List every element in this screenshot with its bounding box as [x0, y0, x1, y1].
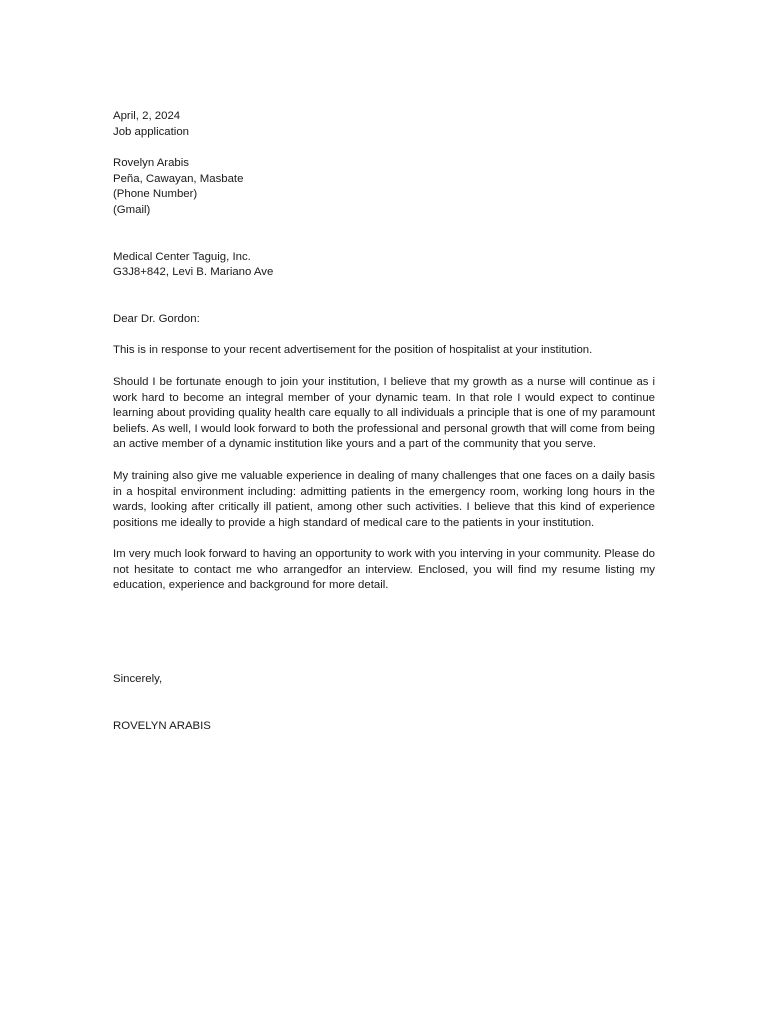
sender-email: (Gmail) [113, 203, 151, 216]
sender-address: Peña, Cawayan, Masbate [113, 172, 244, 185]
spacer [113, 531, 655, 547]
recipient-block [113, 250, 655, 281]
letter-subject: Job application [113, 125, 189, 138]
signature: ROVELYN ARABIS [113, 719, 211, 732]
spacer [113, 281, 655, 312]
letter-body [113, 109, 655, 734]
sender-name: Rovelyn Arabis [113, 157, 189, 170]
letter-header [113, 109, 655, 140]
spacer [113, 219, 655, 250]
spacer [113, 359, 655, 375]
recipient-organization: Medical Center Taguig, Inc. [113, 250, 251, 263]
letter-date: April, 2, 2024 [113, 110, 181, 122]
paragraph-training: My training also give me valuable experience in dealing of many challenges that one faces on a daily basis in a hospital environment including: admitting patients in the emergency room, working long hours in the wards, looking after critically ill patient, among other such activities. I believe that this kind of experience positions me ideally to provide a high standard of medical care to the patients in your institution. [113, 469, 655, 529]
spacer [113, 594, 655, 672]
paragraph-growth: Should I be fortunate enough to join your institution, I believe that my growth as a nurse will continue as i work hard to become an integral member of your dynamic team. In that role I would expect to continue learning about providing quality health care equally to all individuals a principle that is one of my paramount beliefs. As well, I would look forward to both the professional and personal growth that will come from being an active member of a dynamic institution like yours and a part of the community that you serve. [113, 375, 655, 451]
closing: Sincerely, [113, 673, 163, 686]
salutation: Dear Dr. Gordon: [113, 312, 200, 325]
paragraph-intro: This is in response to your recent advertisement for the position of hospitalist at your institution. [113, 344, 593, 357]
spacer [113, 327, 655, 343]
spacer [113, 140, 655, 156]
paragraph-closing-request: Im very much look forward to having an opportunity to work with you interving in your community. Please do not hesitate to contact me who arrangedfor an interview. Enclosed, you will find my resume listing my education, experience and background for more detail. [113, 548, 655, 592]
recipient-address: G3J8+842, Levi B. Mariano Ave [113, 266, 274, 279]
sender-phone: (Phone Number) [113, 188, 198, 201]
spacer [113, 453, 655, 469]
spacer [113, 688, 655, 719]
sender-block [113, 156, 655, 218]
